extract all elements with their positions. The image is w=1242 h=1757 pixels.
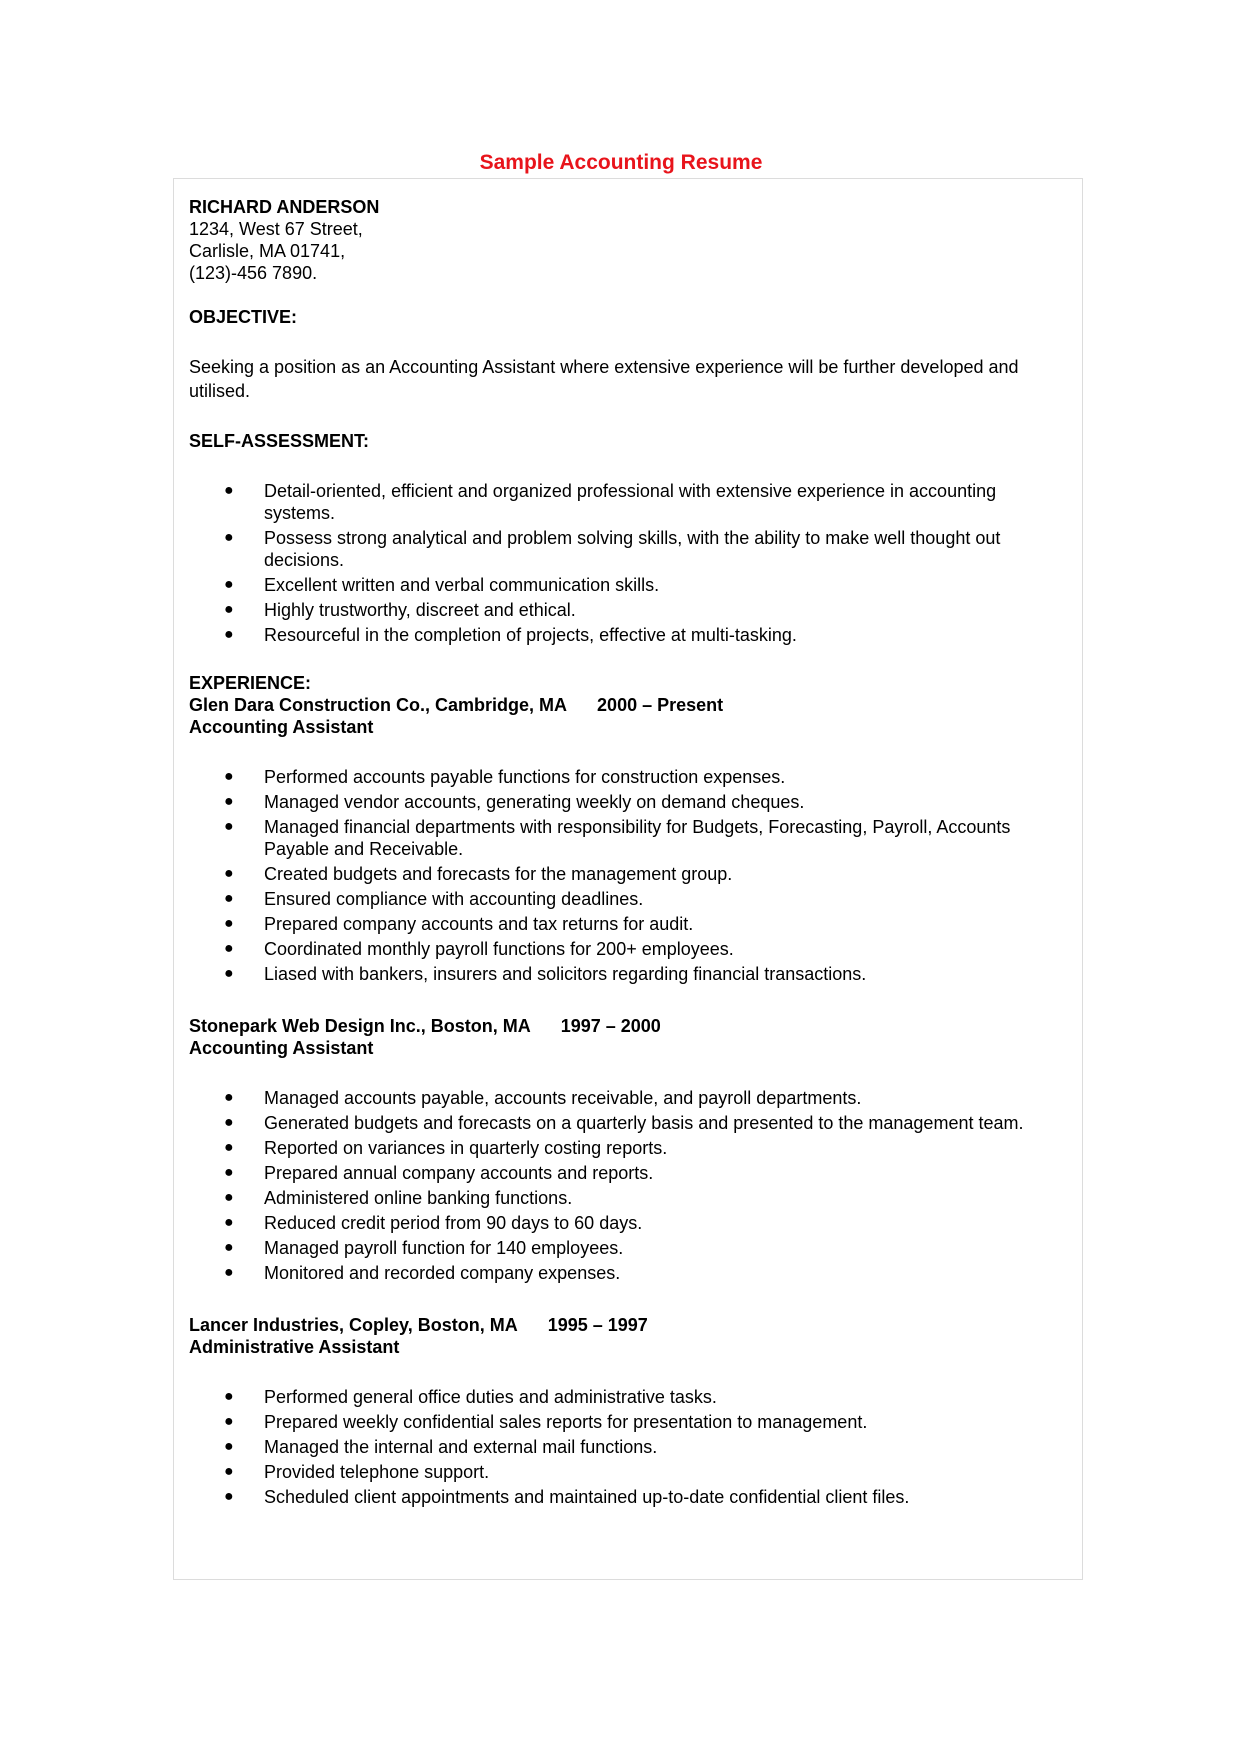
bullet-icon: ● [224, 915, 234, 932]
bullet-icon: ● [224, 768, 234, 785]
job-company: Lancer Industries, Copley, Boston, MA [189, 1315, 518, 1335]
list-item: ● Scheduled client appointments and maintained up-to-date confidential client files. [224, 1487, 910, 1507]
list-item: ● Resourceful in the completion of projects, effective at multi-tasking. [224, 625, 797, 645]
job-company-line [189, 1015, 1069, 1037]
bullet-icon: ● [224, 865, 234, 882]
list-item: ● Prepared company accounts and tax returns for audit. [224, 914, 694, 934]
list-item: ● Managed the internal and external mail functions. [224, 1437, 658, 1457]
list-item: ● Highly trustworthy, discreet and ethical. [224, 600, 576, 620]
job-company-line [189, 1314, 1069, 1336]
bullet-icon: ● [224, 1438, 234, 1455]
job-company-line [189, 694, 1069, 716]
contact-address-line2: Carlisle, MA 01741, [189, 241, 346, 261]
list-item: ● Created budgets and forecasts for the management group. [224, 864, 733, 884]
list-item: ● Coordinated monthly payroll functions for 200+ employees. [224, 939, 734, 959]
bullet-icon: ● [224, 1488, 234, 1505]
job-entry [189, 694, 1069, 985]
job-company: Stonepark Web Design Inc., Boston, MA [189, 1016, 531, 1036]
job-entry [189, 1314, 1069, 1508]
bullet-icon: ● [224, 482, 234, 499]
job-duties-list [189, 766, 1069, 985]
job-company: Glen Dara Construction Co., Cambridge, MA [189, 695, 568, 715]
list-item: ● Managed vendor accounts, generating weekly on demand cheques. [224, 792, 805, 812]
document-title: Sample Accounting Resume [479, 151, 763, 174]
list-item: ● Excellent written and verbal communication skills. [224, 575, 660, 595]
list-item: ● Prepared annual company accounts and reports. [224, 1163, 654, 1183]
list-item: ● Reduced credit period from 90 days to 60 days. [224, 1213, 643, 1233]
job-role: Accounting Assistant [189, 1038, 374, 1058]
list-item: ● Managed financial departments with responsibility for Budgets, Forecasting, Payroll, Accounts Payable and Receivable. [224, 817, 1011, 859]
list-item: ● Ensured compliance with accounting deadlines. [224, 889, 644, 909]
bullet-icon: ● [224, 1214, 234, 1231]
job-dates: 1997 – 2000 [560, 1016, 661, 1036]
bullet-icon: ● [224, 1413, 234, 1430]
job-role: Administrative Assistant [189, 1337, 400, 1357]
bullet-icon: ● [224, 1164, 234, 1181]
bullet-icon: ● [224, 1239, 234, 1256]
list-item: ● Provided telephone support. [224, 1462, 490, 1482]
job-dates: 1995 – 1997 [547, 1315, 648, 1335]
bullet-icon: ● [224, 965, 234, 982]
bullet-icon: ● [224, 818, 234, 835]
list-item: ● Detail-oriented, efficient and organized professional with extensive experience in accounting systems. [224, 481, 997, 523]
bullet-icon: ● [224, 529, 234, 546]
list-item: ● Managed accounts payable, accounts receivable, and payroll departments. [224, 1088, 862, 1108]
bullet-icon: ● [224, 890, 234, 907]
bullet-icon: ● [224, 1089, 234, 1106]
job-dates: 2000 – Present [597, 695, 724, 715]
list-item: ● Possess strong analytical and problem solving skills, with the ability to make well thought out decisions. [224, 528, 1001, 570]
bullet-icon: ● [224, 940, 234, 957]
list-item: ● Performed accounts payable functions for construction expenses. [224, 767, 786, 787]
resume-content [189, 196, 1069, 1508]
contact-block [189, 196, 1069, 284]
bullet-icon: ● [224, 793, 234, 810]
list-item: ● Performed general office duties and administrative tasks. [224, 1387, 717, 1407]
job-duties-list [189, 1386, 1069, 1508]
self-assessment-heading: SELF-ASSESSMENT: [189, 431, 370, 451]
bullet-icon: ● [224, 1463, 234, 1480]
bullet-icon: ● [224, 576, 234, 593]
contact-name: RICHARD ANDERSON [189, 197, 380, 217]
bullet-icon: ● [224, 1264, 234, 1281]
bullet-icon: ● [224, 626, 234, 643]
experience-heading: EXPERIENCE: [189, 673, 312, 693]
bullet-icon: ● [224, 1189, 234, 1206]
contact-phone: (123)-456 7890. [189, 263, 318, 283]
list-item: ● Prepared weekly confidential sales reports for presentation to management. [224, 1412, 868, 1432]
list-item: ● Reported on variances in quarterly costing reports. [224, 1138, 668, 1158]
objective-text: Seeking a position as an Accounting Assistant where extensive experience will be further developed and utilised. [189, 357, 1019, 401]
job-entry [189, 1015, 1069, 1284]
bullet-icon: ● [224, 601, 234, 618]
list-item: ● Administered online banking functions. [224, 1188, 573, 1208]
list-item: ● Managed payroll function for 140 employees. [224, 1238, 624, 1258]
bullet-icon: ● [224, 1114, 234, 1131]
bullet-icon: ● [224, 1388, 234, 1405]
list-item: ● Monitored and recorded company expenses. [224, 1263, 621, 1283]
list-item: ● Liased with bankers, insurers and solicitors regarding financial transactions. [224, 964, 867, 984]
job-role: Accounting Assistant [189, 717, 374, 737]
contact-address-line1: 1234, West 67 Street, [189, 219, 363, 239]
bullet-icon: ● [224, 1139, 234, 1156]
list-item: ● Generated budgets and forecasts on a quarterly basis and presented to the management team. [224, 1113, 1024, 1133]
objective-heading: OBJECTIVE: [189, 307, 298, 327]
job-duties-list [189, 1087, 1069, 1284]
self-assessment-list [189, 480, 1069, 646]
